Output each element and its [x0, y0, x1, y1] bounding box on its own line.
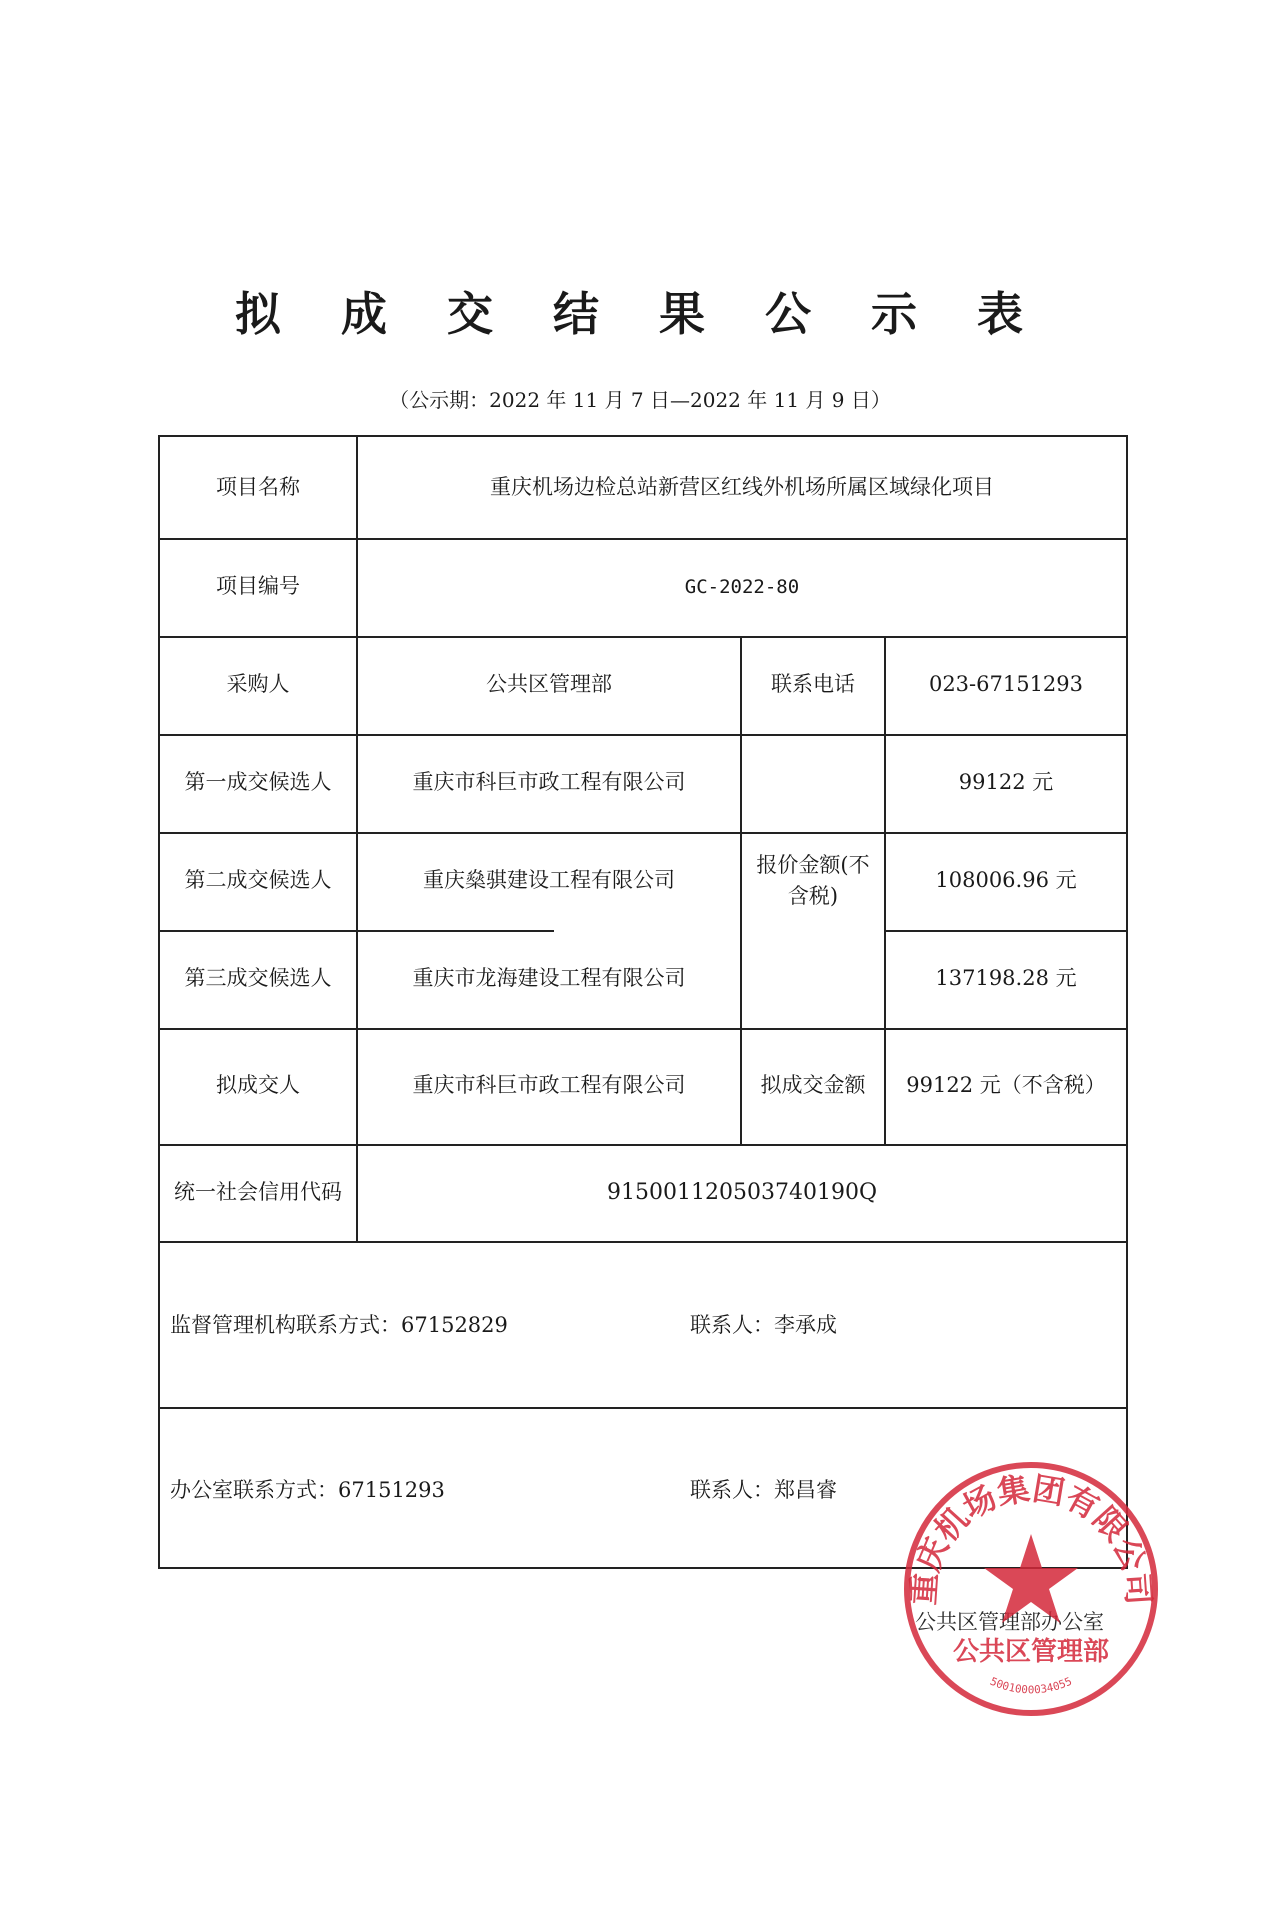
supervision-person: 联系人：李承成: [690, 1313, 837, 1337]
seal-star-icon: [984, 1534, 1078, 1623]
winner-label: 拟成交人: [216, 1073, 300, 1098]
winner-amount-label: 拟成交金额: [760, 1073, 866, 1098]
project-no: GC-2022-80: [684, 575, 800, 598]
candidate-2-company: 重庆燊骐建设工程有限公司: [423, 868, 675, 893]
credit-code-label: 统一社会信用代码: [174, 1179, 342, 1204]
seal-number: 5001000034055: [988, 1674, 1074, 1697]
credit-code: 915001120503740190Q: [607, 1180, 877, 1205]
page-title: 拟 成 交 结 果 公 示 表: [234, 287, 1046, 341]
candidate-1-amount: 99122 元: [958, 770, 1054, 795]
winner-amount: 99122 元（不含税）: [906, 1073, 1106, 1098]
office-person: 联系人：郑昌睿: [690, 1478, 837, 1502]
candidate-1-company: 重庆市科巨市政工程有限公司: [412, 770, 686, 795]
winner: 重庆市科巨市政工程有限公司: [412, 1073, 686, 1098]
seal-center-text: 公共区管理部: [952, 1637, 1110, 1667]
candidate-2-amount: 108006.96 元: [935, 868, 1077, 893]
candidate-1-label: 第一成交候选人: [184, 770, 332, 795]
purchaser-label: 采购人: [226, 672, 290, 697]
candidate-3-label: 第三成交候选人: [184, 966, 332, 991]
seal-ring-text: 重庆机场集团有限公司: [904, 1469, 1158, 1607]
publicity-period: （公示期：2022 年 11 月 7 日—2022 年 11 月 9 日）: [389, 388, 891, 412]
official-seal: [902, 1460, 1160, 1718]
candidate-2-label: 第二成交候选人: [184, 868, 332, 893]
project-name-label: 项目名称: [216, 474, 300, 499]
candidate-3-amount: 137198.28 元: [935, 966, 1077, 991]
quote-label: 报价金额(不含税): [756, 852, 870, 908]
project-no-label: 项目编号: [216, 574, 300, 599]
phone: 023-67151293: [928, 672, 1084, 697]
result-table: [158, 435, 1128, 1569]
project-name: 重庆机场边检总站新营区红线外机场所属区域绿化项目: [490, 474, 994, 499]
supervision-contact: 监督管理机构联系方式：67152829: [170, 1313, 508, 1337]
purchaser: 公共区管理部: [486, 672, 612, 697]
candidate-3-company: 重庆市龙海建设工程有限公司: [412, 966, 686, 991]
svg-text:5001000034055: [988, 1675, 1074, 1697]
phone-label: 联系电话: [771, 672, 855, 697]
office-stamp-text: 公共区管理部办公室: [915, 1610, 1104, 1634]
office-contact: 办公室联系方式：67151293: [170, 1478, 445, 1502]
